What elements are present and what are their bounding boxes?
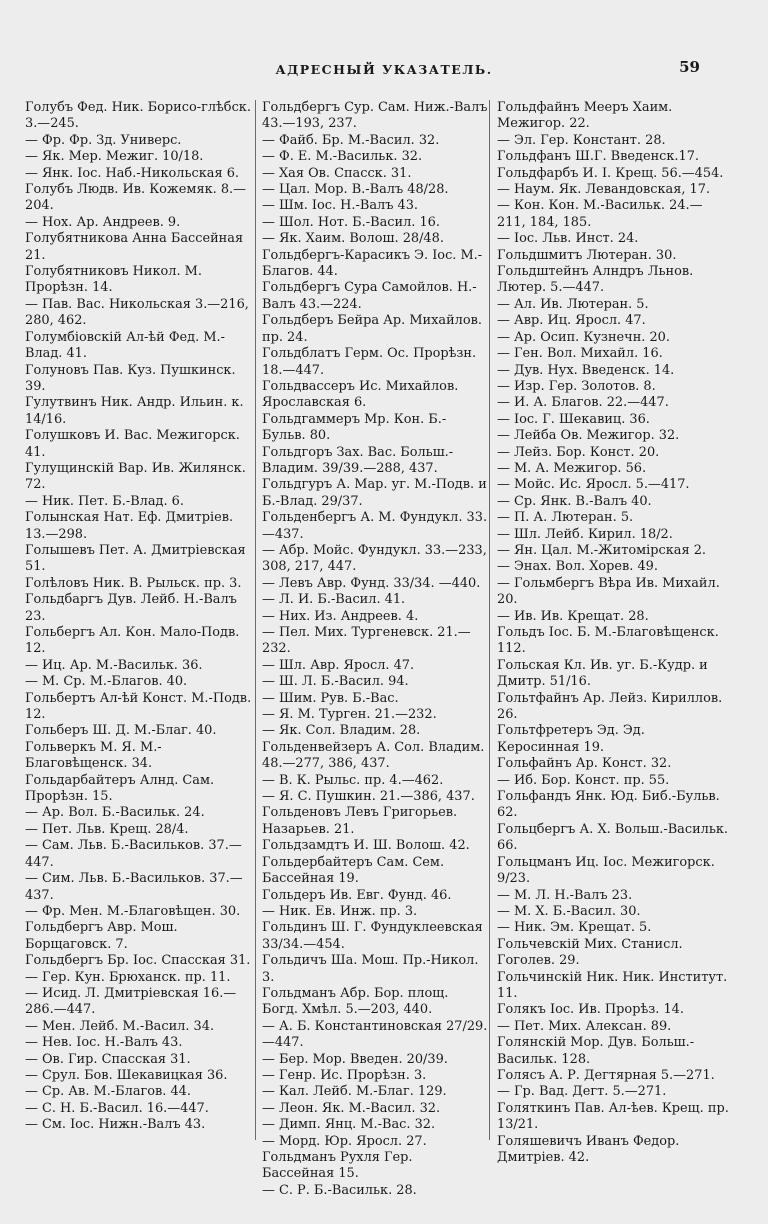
directory-entry: Гольдбергъ Сур. Сам. Ниж.-Валъ 43.—193, 237.: [262, 100, 488, 132]
column-divider: [255, 100, 256, 1140]
directory-entry: Голубъ Людв. Ив. Кожемяк. 8.—204.: [25, 182, 247, 214]
directory-entry: Гольдеръ Ив. Евг. Фунд. 46.: [262, 887, 452, 903]
directory-entry: Гольчевскій Мих. Станисл. Гоголев. 29.: [497, 936, 683, 969]
column-2: [262, 100, 488, 1199]
directory-entry: Гулущинскій Вар. Ив. Жилянск. 72.: [25, 460, 246, 493]
directory-entry: — Л. И. Б.-Васил. 41.: [262, 592, 406, 608]
directory-entry: Гольдблатъ Герм. Ос. Прорѣзн. 18.—447.: [262, 346, 477, 378]
directory-entry: Гольбергъ Ал. Кон. Мало-Подв. 12.: [25, 625, 240, 657]
directory-entry: — Нох. Ар. Андреев. 9.: [25, 214, 181, 230]
directory-entry: — Як. Хаим. Волош. 28/48.: [262, 231, 444, 247]
directory-entry: — М. Ср. М.-Благов. 40.: [25, 674, 188, 690]
directory-entry: Гольдфарбъ И. І. Крещ. 56.—454.: [497, 165, 724, 181]
directory-entry: Гольдарбайтеръ Алнд. Сам. Прорѣзн. 15.: [25, 772, 215, 805]
directory-entry: — Ср. Янк. В.-Валъ 40.: [497, 493, 652, 509]
directory-entry: — Гр. Вад. Дегт. 5.—271.: [497, 1084, 667, 1100]
directory-entry: — Хая Ов. Спасск. 31.: [262, 165, 412, 181]
directory-entry: — Димп. Янц. М.-Вас. 32.: [262, 1117, 436, 1133]
page-number: 59: [679, 58, 700, 76]
directory-entry: Гольцбергъ А. Х. Вольш.-Васильк. 66.: [497, 821, 729, 854]
directory-entry: — Ник. Эм. Крещат. 5.: [497, 920, 652, 936]
directory-entry: Гольдгуръ А. Мар. уг. М.-Подв. и Б.-Влад. 29/37.: [262, 477, 487, 509]
directory-entry: — Левъ Авр. Фунд. 33/34. —440.: [262, 575, 481, 591]
directory-entry: Гольдбергъ-Карасикъ Э. Іос. М.-Благов. 44.: [262, 247, 483, 280]
directory-entry: — Леон. Як. М.-Васил. 32.: [262, 1100, 441, 1116]
directory-entry: Гольфайнъ Ар. Конст. 32.: [497, 756, 672, 772]
directory-entry: — Лейба Ов. Межигор. 32.: [497, 428, 680, 444]
directory-entry: Гольчинскій Ник. Ник. Институт. 11.: [497, 969, 728, 1001]
running-header: АДРЕСНЫЙ УКАЗАТЕЛЬ.: [275, 62, 493, 77]
directory-entry: — Шим. Рув. Б.-Вас.: [262, 690, 399, 706]
directory-entry: Гольдзамдтъ И. Ш. Волош. 42.: [262, 838, 470, 854]
directory-entry: — П. А. Лютеран. 5.: [497, 510, 634, 526]
directory-entry: Голумбіовскій Ал-ѣй Фед. М.-Влад. 41.: [25, 329, 225, 362]
directory-entry: Голясъ А. Р. Дегтярная 5.—271.: [497, 1067, 715, 1083]
directory-entry: — М. Л. Н.-Валъ 23.: [497, 887, 633, 903]
directory-entry: — Як. Сол. Владим. 28.: [262, 723, 421, 739]
directory-entry: — М. Х. Б.-Васил. 30.: [497, 903, 641, 919]
directory-entry: — Них. Из. Андреев. 4.: [262, 608, 419, 624]
directory-entry: — Гер. Кун. Брюханск. пр. 11.: [25, 969, 231, 985]
directory-entry: Голубъ Фед. Ник. Борисо-глѣбск. 3.—245.: [25, 100, 251, 132]
directory-entry: — С. Р. Б.-Васильк. 28.: [262, 1182, 417, 1198]
directory-entry: — Иц. Ар. М.-Васильк. 36.: [25, 657, 203, 673]
directory-entry: — Ар. Вол. Б.-Васильк. 24.: [25, 805, 205, 821]
directory-entry: — Шл. Лейб. Кирил. 18/2.: [497, 526, 673, 542]
directory-entry: — Кал. Лейб. М.-Благ. 129.: [262, 1084, 447, 1100]
directory-entry: Гольтфретеръ Эд. Эд. Керосинная 19.: [497, 723, 645, 755]
directory-entry: Гольдманъ Абр. Бор. площ. Богд. Хмѣл. 5.—203, 440.: [262, 985, 449, 1018]
directory-entry: — Эл. Гер. Констант. 28.: [497, 132, 666, 148]
directory-entry: — Авр. Иц. Яросл. 47.: [497, 313, 646, 329]
directory-entry: Гольцманъ Иц. Іос. Межигорск. 9/23.: [497, 854, 715, 887]
directory-entry: — А. Б. Константиновская 27/29.—447.: [262, 1018, 488, 1051]
directory-entry: — Янк. Іос. Наб.-Никольская 6.: [25, 165, 239, 181]
directory-entry: Гольдгаммеръ Мр. Кон. Б.-Бульв. 80.: [262, 411, 447, 444]
directory-entry: — Иб. Бор. Конст. пр. 55.: [497, 772, 670, 788]
directory-entry: Гольдинъ Ш. Г. Фундуклеевская 33/34.—454.: [262, 920, 483, 952]
directory-entry: — Ян. Цал. М.-Житомірская 2.: [497, 542, 707, 558]
directory-entry: Гольбертъ Ал-ѣй Конст. М.-Подв. 12.: [25, 690, 252, 723]
directory-entry: Гольдъ Іос. Б. М.-Благовѣщенск. 112.: [497, 625, 719, 657]
directory-entry: Гольдбергъ Бр. Іос. Спасская 31.: [25, 953, 251, 969]
directory-entry: Гольдгоръ Зах. Вас. Больш.-Владим. 39/39.—288, 437.: [262, 444, 454, 476]
directory-entry: Голякъ Іос. Ив. Прорѣз. 14.: [497, 1002, 684, 1018]
directory-entry: Гольденбергъ А. М. Фундукл. 33.—437.: [262, 510, 488, 542]
directory-entry: Гулутвинъ Ник. Андр. Ильин. к. 14/16.: [25, 395, 244, 427]
directory-entry: Голяшевичъ Иванъ Федор. Дмитріев. 42.: [497, 1133, 680, 1165]
directory-entry: — Пел. Мих. Тургеневск. 21.—232.: [262, 625, 471, 657]
directory-entry: Голубятникова Анна Бассейная 21.: [25, 231, 244, 263]
directory-entry: Гольберъ Ш. Д. М.-Благ. 40.: [25, 723, 217, 739]
directory-entry: Гольденвейзеръ А. Сол. Владим. 48.—277, 386, 437.: [262, 739, 485, 772]
directory-entry: Гольдшмитъ Лютеран. 30.: [497, 247, 677, 263]
directory-entry: — Ал. Ив. Лютеран. 5.: [497, 296, 649, 312]
directory-entry: Голышевъ Пет. А. Дмитріевская 51.: [25, 542, 246, 575]
directory-entry: Гольдманъ Рухля Гер. Бассейная 15.: [262, 1150, 413, 1182]
directory-entry: — Цал. Мор. В.-Валъ 48/28.: [262, 182, 449, 198]
directory-entry: — Сам. Льв. Б.-Васильков. 37.—447.: [25, 838, 242, 870]
directory-entry: — Ов. Гир. Спасская 31.: [25, 1051, 191, 1067]
directory-entry: — Мен. Лейб. М.-Васил. 34.: [25, 1018, 215, 1034]
directory-entry: — Ф. Е. М.-Васильк. 32.: [262, 149, 423, 165]
directory-entry: — Абр. Мойс. Фундукл. 33.—233, 308, 217, 447.: [262, 542, 487, 575]
directory-entry: — Фр. Фр. Зд. Универс.: [25, 132, 182, 148]
directory-entry: Гольдштейнъ Алндръ Льнов. Лютер. 5.—447.: [497, 264, 694, 296]
directory-entry: — Сим. Льв. Б.-Васильков. 37.—437.: [25, 871, 243, 903]
directory-entry: Гольдфанъ Ш.Г. Введенск.17.: [497, 149, 700, 165]
directory-entry: — Ар. Осип. Кузнечн. 20.: [497, 329, 670, 345]
directory-entry: Гольдбергъ Авр. Мош. Борщаговск. 7.: [25, 920, 178, 952]
directory-entry: Голянскій Мор. Дув. Больш.-Васильк. 128.: [497, 1035, 695, 1067]
column-3: [497, 100, 729, 1166]
directory-entry: Гольдичъ Ша. Мош. Пр.-Никол. 3.: [262, 953, 479, 985]
directory-entry: — Шм. Іос. Н.-Валъ 43.: [262, 198, 419, 214]
directory-entry: — Морд. Юр. Яросл. 27.: [262, 1133, 427, 1149]
directory-entry: — Бер. Мор. Введен. 20/39.: [262, 1051, 448, 1067]
directory-entry: Гольдбергъ Сура Самойлов. Н.-Валъ 43.—224.: [262, 280, 477, 312]
directory-entry: — Я. С. Пушкин. 21.—386, 437.: [262, 789, 475, 805]
directory-entry: Гольдербайтеръ Сам. Сем. Бассейная 19.: [262, 854, 445, 887]
directory-entry: — Пав. Вас. Никольская 3.—216, 280, 462.: [25, 296, 249, 329]
directory-entry: — Наум. Як. Левандовская, 17.: [497, 182, 711, 198]
directory-entry: Гольская Кл. Ив. уг. Б.-Кудр. и Дмитр. 51/16.: [497, 657, 708, 690]
directory-entry: — И. А. Благов. 22.—447.: [497, 395, 669, 411]
directory-entry: Голяткинъ Пав. Ал-ѣев. Крещ. пр. 13/21.: [497, 1100, 729, 1133]
directory-entry: — Ген. Вол. Михайл. 16.: [497, 346, 663, 362]
directory-entry: — Лейз. Бор. Конст. 20.: [497, 444, 660, 460]
directory-entry: — Гольмбергъ Вѣра Ив. Михайл. 20.: [497, 575, 720, 608]
directory-entry: — Я. М. Турген. 21.—232.: [262, 707, 437, 723]
directory-entry: Гольдберъ Бейра Ар. Михайлов. пр. 24.: [262, 313, 482, 345]
directory-entry: — Изр. Гер. Золотов. 8.: [497, 378, 656, 394]
directory-entry: Гольверкъ М. Я. М.-Благовѣщенск. 34.: [25, 739, 162, 772]
directory-entry: Гольдвассеръ Ис. Михайлов. Ярославская 6.: [262, 378, 459, 411]
directory-entry: — Пет. Мих. Алексан. 89.: [497, 1018, 672, 1034]
directory-entry: — Іос. Льв. Инст. 24.: [497, 231, 639, 247]
directory-entry: — Іос. Г. Шекавиц. 36.: [497, 411, 650, 427]
directory-entry: Гольдфайнъ Мееръ Хаим. Межигор. 22.: [497, 100, 673, 132]
directory-entry: — С. Н. Б.-Васил. 16.—447.: [25, 1100, 209, 1116]
directory-entry: — Шл. Авр. Яросл. 47.: [262, 657, 415, 673]
directory-entry: — Генр. Ис. Прорѣзн. 3.: [262, 1067, 427, 1083]
directory-entry: — Фр. Мен. М.-Благовѣщен. 30.: [25, 903, 241, 919]
directory-entry: — Ср. Ав. М.-Благов. 44.: [25, 1084, 191, 1100]
directory-entry: — Як. Мер. Межиг. 10/18.: [25, 149, 204, 165]
directory-entry: — Кон. Кон. М.-Васильк. 24.—211, 184, 185.: [497, 198, 703, 230]
column-1: [25, 100, 254, 1134]
directory-entry: Гольтфайнъ Ар. Лейз. Кириллов. 26.: [497, 690, 723, 723]
directory-entry: — Шол. Нот. Б.-Васил. 16.: [262, 214, 440, 230]
directory-entry: — В. К. Рыльс. пр. 4.—462.: [262, 772, 444, 788]
directory-entry: Голынская Нат. Еф. Дмитріев. 13.—298.: [25, 510, 234, 542]
directory-entry: — Файб. Бр. М.-Васил. 32.: [262, 132, 440, 148]
directory-entry: — Исид. Л. Дмитріевская 16.—286.—447.: [25, 985, 237, 1018]
directory-entry: Голуновъ Пав. Куз. Пушкинск. 39.: [25, 362, 236, 394]
directory-entry: — Ив. Ив. Крещат. 28.: [497, 608, 649, 624]
directory-entry: Гольденовъ Левъ Григорьев. Назарьев. 21.: [262, 805, 458, 837]
directory-entry: — Ник. Пет. Б.-Влад. 6.: [25, 493, 184, 509]
directory-entry: — См. Іос. Нижн.-Валъ 43.: [25, 1117, 206, 1133]
directory-entry: — Ник. Ев. Инж. пр. 3.: [262, 903, 418, 919]
directory-entry: — Дув. Нух. Введенск. 14.: [497, 362, 675, 378]
column-divider: [489, 100, 490, 1140]
directory-entry: — Нев. Іос. Н.-Валъ 43.: [25, 1035, 183, 1051]
directory-entry: — Ш. Л. Б.-Васил. 94.: [262, 674, 409, 690]
directory-entry: — Пет. Льв. Крещ. 28/4.: [25, 821, 189, 837]
directory-entry: Гольдбаргъ Дув. Лейб. Н.-Валъ 23.: [25, 592, 237, 624]
directory-entry: — Энах. Вол. Хорев. 49.: [497, 559, 658, 575]
directory-entry: — Срул. Бов. Шекавицкая 36.: [25, 1067, 228, 1083]
directory-entry: Гольфандъ Янк. Юд. Биб.-Бульв. 62.: [497, 789, 720, 821]
directory-entry: Голубятниковъ Никол. М. Прорѣзн. 14.: [25, 264, 202, 296]
directory-entry: — Мойс. Ис. Яросл. 5.—417.: [497, 477, 690, 493]
directory-entry: Голѣловъ Ник. В. Рыльск. пр. 3.: [25, 575, 242, 591]
directory-entry: — М. А. Межигор. 56.: [497, 460, 647, 476]
directory-entry: Голушковъ И. Вас. Межигорск. 41.: [25, 428, 240, 460]
